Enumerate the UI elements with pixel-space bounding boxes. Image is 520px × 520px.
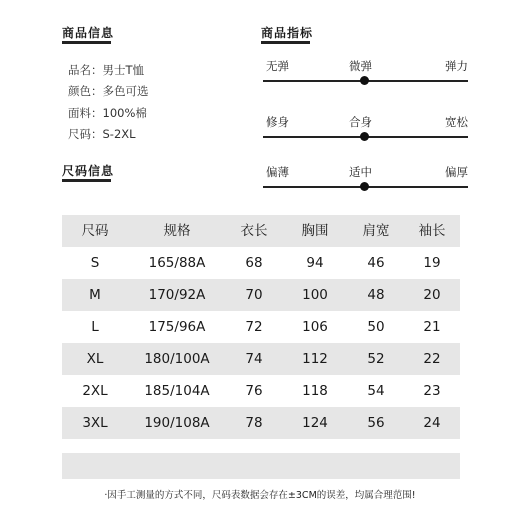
size-info-underline — [62, 179, 111, 182]
product-indicators-heading: 商品指标 — [261, 26, 314, 40]
cell-length: 78 — [245, 415, 263, 431]
header-spec: 规格 — [163, 223, 191, 239]
measurement-note: ·因手工测量的方式不同，尺码表数据会存在±3CM的误差，均属合理范围! — [104, 490, 416, 501]
info-value: 男士T恤 — [102, 63, 145, 77]
scale-left-label: 无弹 — [266, 59, 289, 73]
cell-spec: 185/104A — [144, 383, 210, 399]
header-sleeve: 袖长 — [418, 223, 446, 239]
table-row — [62, 407, 460, 439]
cell-length: 70 — [245, 287, 263, 303]
table-row — [62, 311, 460, 343]
product-indicators-underline — [261, 41, 310, 44]
cell-sleeve: 20 — [423, 287, 441, 303]
elasticity-scale — [263, 58, 468, 98]
cell-spec: 170/92A — [148, 287, 206, 303]
thickness-scale — [263, 164, 468, 204]
table-row — [62, 343, 460, 375]
info-value: 多色可选 — [102, 84, 149, 98]
scale-marker — [360, 76, 369, 85]
header-size: 尺码 — [81, 223, 109, 239]
scale-marker — [360, 132, 369, 141]
cell-size: XL — [86, 351, 104, 367]
size-info-heading: 尺码信息 — [62, 164, 115, 178]
info-label: 品名： — [68, 63, 103, 77]
info-label: 面料： — [68, 106, 103, 120]
info-line-fabric — [68, 105, 147, 121]
cell-sleeve: 24 — [423, 415, 441, 431]
cell-size: 3XL — [82, 415, 108, 431]
cell-length: 72 — [245, 319, 263, 335]
cell-shoulder: 50 — [367, 319, 385, 335]
table-header-row — [62, 215, 460, 247]
product-info-heading: 商品信息 — [62, 26, 115, 40]
info-line-color — [68, 83, 149, 99]
scale-marker — [360, 182, 369, 191]
cell-sleeve: 23 — [423, 383, 441, 399]
cell-size: M — [89, 287, 101, 303]
fit-scale — [263, 114, 468, 154]
cell-shoulder: 54 — [367, 383, 385, 399]
info-line-name — [68, 62, 144, 78]
scale-left-label: 偏薄 — [266, 165, 289, 179]
cell-shoulder: 48 — [367, 287, 385, 303]
cell-spec: 180/100A — [144, 351, 210, 367]
cell-length: 76 — [245, 383, 263, 399]
scale-right-label: 宽松 — [445, 115, 468, 129]
cell-spec: 165/88A — [148, 255, 206, 271]
info-line-size — [68, 126, 136, 142]
scale-middle-label: 适中 — [349, 165, 372, 179]
cell-sleeve: 22 — [423, 351, 441, 367]
scale-right-label: 弹力 — [445, 59, 468, 73]
cell-chest: 118 — [302, 383, 328, 399]
cell-shoulder: 46 — [367, 255, 385, 271]
cell-size: S — [90, 255, 100, 271]
table-row — [62, 279, 460, 311]
info-label: 颜色： — [68, 84, 103, 98]
header-shoulder: 肩宽 — [362, 223, 390, 239]
cell-chest: 112 — [302, 351, 328, 367]
table-row — [62, 247, 460, 279]
table-footer-bar — [62, 453, 460, 479]
cell-chest: 124 — [302, 415, 328, 431]
scale-middle-label: 微弹 — [349, 59, 372, 73]
header-length: 衣长 — [240, 223, 268, 239]
scale-left-label: 修身 — [266, 115, 289, 129]
cell-shoulder: 56 — [367, 415, 385, 431]
cell-chest: 106 — [302, 319, 328, 335]
cell-chest: 100 — [302, 287, 328, 303]
cell-shoulder: 52 — [367, 351, 385, 367]
cell-length: 68 — [245, 255, 263, 271]
cell-size: 2XL — [82, 383, 108, 399]
scale-middle-label: 合身 — [349, 115, 372, 129]
cell-sleeve: 19 — [423, 255, 441, 271]
table-row — [62, 375, 460, 407]
cell-size: L — [91, 319, 99, 335]
cell-chest: 94 — [306, 255, 324, 271]
info-label: 尺码： — [68, 127, 103, 141]
info-value: S-2XL — [102, 127, 136, 141]
cell-length: 74 — [245, 351, 263, 367]
scale-right-label: 偏厚 — [445, 165, 468, 179]
size-table — [62, 215, 460, 439]
product-info-underline — [62, 41, 111, 44]
cell-spec: 175/96A — [148, 319, 206, 335]
cell-sleeve: 21 — [423, 319, 441, 335]
header-chest: 胸围 — [301, 223, 329, 239]
info-value: 100%棉 — [102, 106, 147, 120]
cell-spec: 190/108A — [144, 415, 210, 431]
